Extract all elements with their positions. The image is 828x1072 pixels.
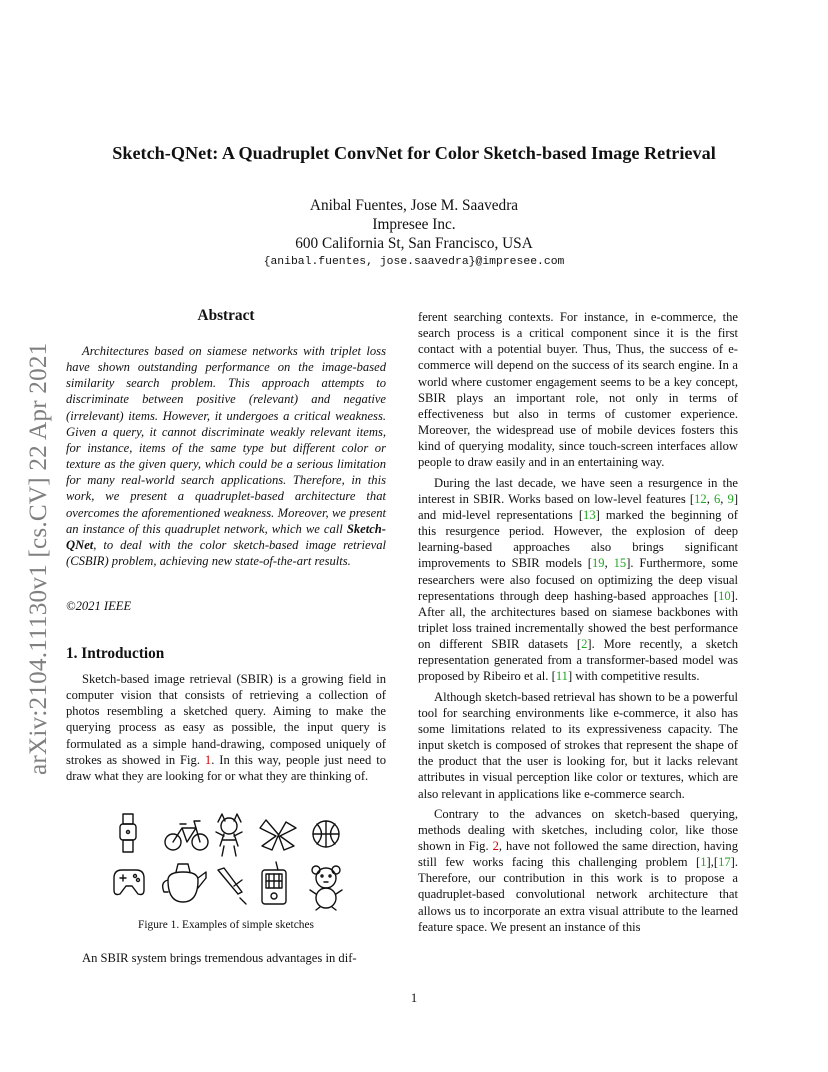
para-text: ]. Therefore, our contribution in this work is to propose a quadruplet-based convolutional network architecture that allows us to incorporate an extra visual attribute to the learned feature space. We present an instance of this <box>418 855 738 934</box>
basketball-sketch-icon <box>313 821 339 847</box>
intro-text: Sketch-based image retrieval (SBIR) is a growing field in computer vision that consists of retrieving a collection of photos resembling a sketched query. Aiming to make the querying process as easy as possible, the input query is formulated as a simple hand-drawing, composed uniquely of strokes as showed in Fig. <box>66 672 386 767</box>
page-number: 1 <box>410 991 418 1005</box>
right-paragraph-1: ferent searching contexts. For instance, in e-commerce, the search process is a critical component since it is the first contact with a potential buyer. Thus, Thus, the success of e-commerce will depend on the success of its search engine. In a world where customer engagement seems to be a key concept, SBIR plays an important role, not only in terms of effectiveness but also in terms of customer experience. Moreover, the widespread use of mobile devices fosters this kind of querying modality, since touch-screen interfaces allow people to draw easily and in an entertaining way. <box>418 310 738 470</box>
citation-link[interactable]: 6 <box>713 491 721 506</box>
para-text: ]. Furthermore, some researchers were also focused on optimizing the deep visual representations through deep hashing-based approaches [ <box>418 556 739 603</box>
citation-separator: , <box>720 491 728 506</box>
citation-separator: ],[ <box>706 855 719 870</box>
intro-text-continued: An SBIR system brings tremendous advantages in dif- <box>82 951 357 965</box>
section-heading-introduction: 1. Introduction <box>66 645 165 662</box>
figure-ref-link[interactable]: 1 <box>204 752 212 767</box>
para-text: ] with competitive results. <box>567 669 700 684</box>
figure-1-caption: Figure 1. Examples of simple sketches <box>138 919 314 931</box>
citation-link[interactable]: 1 <box>700 855 707 870</box>
citation-link[interactable]: 17 <box>718 855 731 870</box>
citation-separator: , <box>604 556 614 571</box>
watch-sketch-icon <box>120 814 136 852</box>
teddy-bear-sketch-icon <box>310 866 342 910</box>
abstract-text-end: , to deal with the color sketch-based image retrieval (CSBIR) problem, achieving new state-of-the-art results. <box>66 537 386 569</box>
affiliation: Impresee Inc. <box>372 216 456 233</box>
citation-link[interactable]: 2 <box>581 637 588 652</box>
citation-separator: , <box>706 491 714 506</box>
figure-ref-link[interactable]: 2 <box>492 839 499 853</box>
butterfly-sketch-icon <box>260 820 296 850</box>
citation-link[interactable]: 13 <box>583 507 596 522</box>
para-text: ] marked the beginning of this resurgence period. However, the explosion of deep learning-based approaches also brings significant improvements to SBIR models [ <box>418 507 738 571</box>
bicycle-sketch-icon <box>165 821 208 850</box>
right-paragraph-3: Although sketch-based retrieval has shown to be a powerful tool for searching environments like e-commerce, it also has some limitations related to its expressiveness capacity. The input sketch is composed of strokes that represent the shape of the product that the user is looking for, but it lacks relevant attributes in visual perception like color or textures, which are also relevant in applications like e-commerce search. <box>418 689 738 801</box>
para-text: ]. More recently, a sketch representation generated from a transformer-based model was proposed by Ribeiro et al. [ <box>418 637 738 684</box>
right-column <box>418 309 738 935</box>
address: 600 California St, San Francisco, USA <box>295 235 533 252</box>
copyright-notice: ©2021 IEEE <box>66 599 132 613</box>
gamepad-sketch-icon <box>114 870 144 895</box>
right-paragraph-4 <box>418 806 738 935</box>
teapot-sketch-icon <box>163 864 206 902</box>
citation-link[interactable]: 19 <box>591 556 605 571</box>
right-paragraph-2 <box>418 475 738 685</box>
author-emails: {anibal.fuentes, jose.saavedra}@impresee.com <box>263 256 565 268</box>
paper-title: Sketch-QNet: A Quadruplet ConvNet for Color Sketch-based Image Retrieval <box>112 143 716 163</box>
para-text: ]. After all, the architectures based on siamese backbones with triplet loss trained incrementally showed the best performance on different SBIR datasets [ <box>418 588 738 652</box>
para-text: Contrary to the advances on sketch-based querying, methods dealing with sketches, including color, like those shown in Fig. <box>418 806 738 853</box>
citation-link[interactable]: 10 <box>718 588 731 603</box>
para-text: , have not followed the same direction, having still few works facing this challenging problem [ <box>418 839 738 870</box>
authors: Anibal Fuentes, Jose M. Saavedra <box>309 197 519 214</box>
sword-sketch-icon <box>218 868 246 904</box>
phone-sketch-icon <box>262 862 286 904</box>
cartoon-character-sketch-icon <box>216 814 242 856</box>
arxiv-stamp: arXiv:2104.11130v1 [cs.CV] 22 Apr 2021 <box>25 342 52 775</box>
para-text: During the last decade, we have seen a resurgence in the interest in SBIR. Works based on low-level features [ <box>418 475 738 506</box>
method-name: Sketch-QNet <box>66 521 386 552</box>
abstract-text: Architectures based on siamese networks with triplet loss have shown outstanding performance on the image-based similarity search problem. This approach attempts to discriminate between positive (relevant) and negative (irrelevant) items. However, it undergoes a critical weakness. Given a query, it cannot discriminate weakly relevant items, for instance, items of the same type but different color or texture as the given query, which could be a serious limitation for many real-world search applications. Therefore, in this work, we present a quadruplet-based architecture that overcomes the aforementioned weakness. Moreover, we present an instance of this quadruplet network, which we call <box>66 344 386 536</box>
para-text: ] and mid-level representations [ <box>418 491 739 522</box>
figure-1-sketches <box>106 812 352 912</box>
citation-link[interactable]: 11 <box>555 669 568 684</box>
abstract-body <box>66 343 386 569</box>
citation-link[interactable]: 9 <box>727 491 734 506</box>
citation-link[interactable]: 15 <box>613 556 627 571</box>
intro-text-end: . In this way, people just need to draw what they are looking for or what they are thinking of. <box>66 752 386 783</box>
citation-link[interactable]: 12 <box>694 491 707 506</box>
abstract-heading: Abstract <box>197 307 255 324</box>
intro-paragraph-2-start <box>66 951 386 966</box>
intro-paragraph-1 <box>66 671 386 784</box>
